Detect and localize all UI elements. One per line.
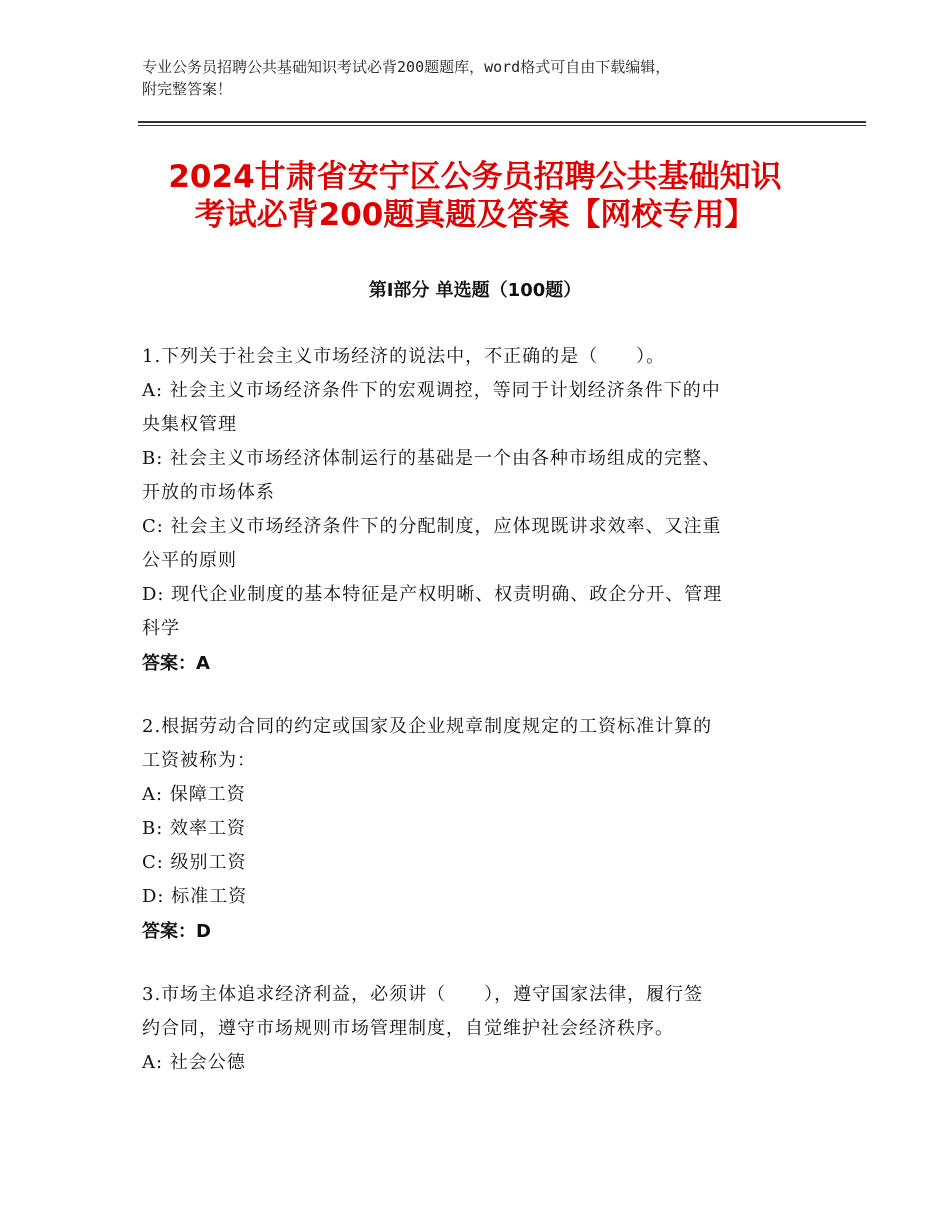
question-stem: 2.根据劳动合同的约定或国家及企业规章制度规定的工资标准计算的 [142,716,713,737]
option-c: C: 级别工资 [142,852,247,873]
answer-label: 答案：D [142,921,211,942]
option-b: B: 效率工资 [142,818,247,839]
option-d: D: 现代企业制度的基本特征是产权明晰、权责明确、政企分开、管理 [142,584,723,605]
header-divider-thin [138,125,866,126]
option-b-cont: 开放的市场体系 [142,482,275,503]
option-d: D: 标准工资 [142,886,248,907]
option-b: B: 社会主义市场经济体制运行的基础是一个由各种市场组成的完整、 [142,448,722,469]
document-title [100,158,850,234]
question-block [142,978,812,1080]
question-list [142,340,812,1108]
question-block [142,340,812,682]
header-note [142,56,822,100]
option-c: C: 社会主义市场经济条件下的分配制度，应体现既讲求效率、又注重 [142,516,722,537]
header-note-line: 附完整答案！ [142,80,233,98]
question-stem: 1.下列关于社会主义市场经济的说法中，不正确的是（ ）。 [142,346,666,367]
answer-label: 答案：A [142,653,210,674]
option-a-cont: 央集权管理 [142,414,237,435]
option-a: A: 社会公德 [142,1052,246,1073]
section-heading: 第Ⅰ部分 单选题（100题） [368,280,582,301]
title-line: 2024甘肃省安宁区公务员招聘公共基础知识 [168,159,782,195]
header-note-line: 专业公务员招聘公共基础知识考试必背200题题库，word格式可自由下载编辑， [142,58,671,76]
question-stem-cont: 工资被称为： [142,750,256,771]
title-line: 考试必背200题真题及答案【网校专用】 [194,197,756,233]
question-block [142,710,812,950]
option-a: A: 社会主义市场经济条件下的宏观调控，等同于计划经济条件下的中 [142,380,721,401]
option-a: A: 保障工资 [142,784,246,805]
question-stem-cont: 约合同，遵守市场规则市场管理制度，自觉维护社会经济秩序。 [142,1018,674,1039]
option-c-cont: 公平的原则 [142,550,237,571]
header-divider [138,121,866,123]
option-d-cont: 科学 [142,618,180,639]
question-stem: 3.市场主体追求经济利益，必须讲（ ），遵守国家法律，履行签 [142,984,704,1005]
